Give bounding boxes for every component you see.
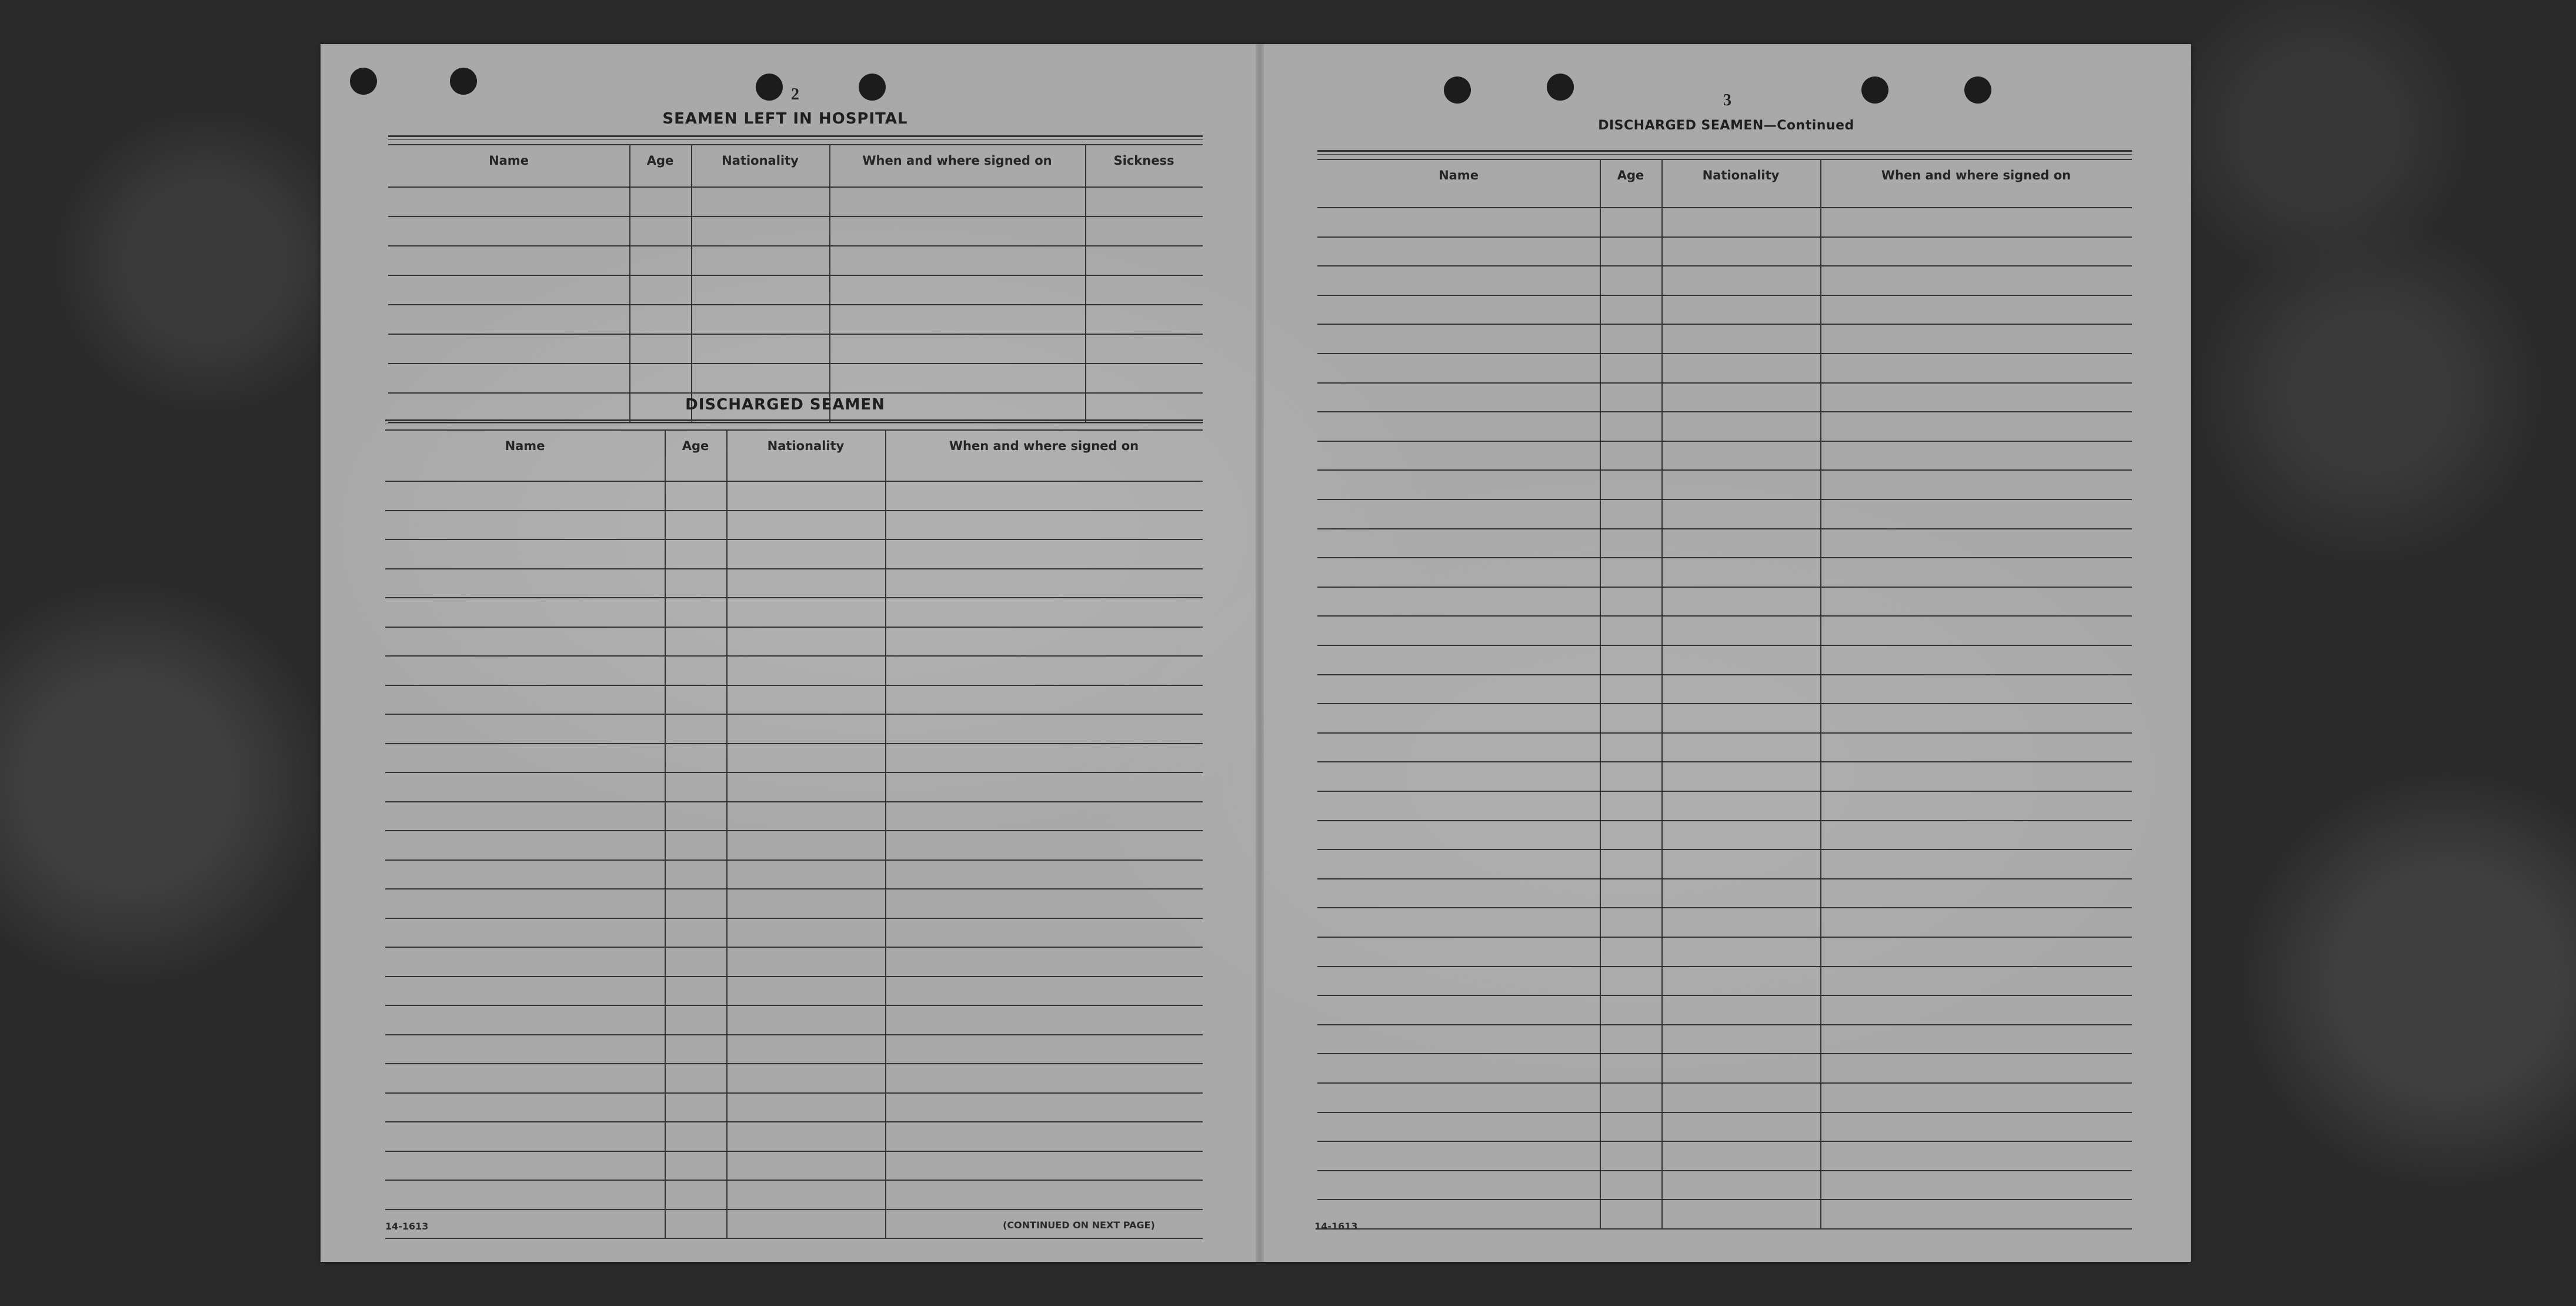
row-line [1317,528,2132,529]
row-line [1317,1053,2132,1054]
row-line [388,216,1203,217]
row-line [1317,499,2132,500]
row-line [1317,703,2132,704]
row-line [1317,849,2132,850]
row-line [1317,1228,2132,1230]
column-header-nationality: Nationality [1702,168,1780,182]
row-line [1317,324,2132,325]
row-line [1317,1170,2132,1171]
row-line [1317,469,2132,471]
row-line [385,1034,1203,1035]
page-number: 2 [791,85,799,104]
row-line [1317,761,2132,762]
column-header-age: Age [646,154,674,168]
row-line [388,275,1203,276]
row-line [1317,587,2132,588]
row-line [1317,411,2132,412]
title-rule [388,135,1203,140]
center-fold [1256,44,1264,1262]
row-line [1317,207,2132,208]
punch-hole [1964,76,1991,104]
column-divider [665,431,666,1238]
row-line [1317,674,2132,675]
row-line [1317,1112,2132,1113]
discharged-table-right [1317,159,2132,1251]
row-line [1317,353,2132,354]
column-header-name: Name [505,439,545,453]
row-line [1317,907,2132,908]
row-line [385,655,1203,657]
column-divider [726,431,728,1238]
row-line [385,627,1203,628]
row-line [385,888,1203,889]
column-header-age: Age [682,439,709,453]
continued-note: (CONTINUED ON NEXT PAGE) [1003,1220,1155,1231]
row-line [385,597,1203,598]
row-line [1317,295,2132,296]
form-number: 14-1613 [385,1221,429,1232]
column-header-sickness: Sickness [1113,154,1174,168]
punch-hole [350,68,377,95]
row-line [1317,1082,2132,1084]
row-line [1317,645,2132,646]
section-title-discharged-continued: DISCHARGED SEAMEN—Continued [1598,118,1854,133]
column-header-name: Name [1439,168,1479,182]
row-line [1317,937,2132,938]
row-line [1317,441,2132,442]
row-line [388,363,1203,364]
row-line [1317,557,2132,558]
title-rule [385,419,1203,424]
punch-hole [450,68,477,95]
row-line [385,830,1203,831]
column-header-signed-on: When and where signed on [949,439,1139,453]
row-line [385,1092,1203,1094]
row-line [385,859,1203,861]
row-line [388,334,1203,335]
punch-hole [1861,76,1888,104]
column-header-signed-on: When and where signed on [1881,168,2071,182]
row-line [385,685,1203,686]
title-rule [1317,150,2132,155]
section-title-discharged: DISCHARGED SEAMEN [685,396,885,414]
row-line [1317,878,2132,879]
row-line [1317,236,2132,238]
row-line [385,1005,1203,1006]
column-divider [1661,160,1663,1228]
column-divider [885,431,886,1238]
row-line [1317,1199,2132,1200]
row-line [385,1151,1203,1152]
row-line [388,186,1203,188]
row-line [1317,382,2132,384]
row-line [385,714,1203,715]
document-sheet [321,44,2191,1262]
punch-hole [859,74,886,101]
row-line [1317,1024,2132,1025]
row-line [385,539,1203,540]
column-divider [1600,160,1601,1228]
row-line [385,1238,1203,1239]
row-line [1317,265,2132,266]
section-title-hospital: SEAMEN LEFT IN HOSPITAL [662,110,908,128]
row-line [388,392,1203,394]
form-number: 14-1613 [1314,1221,1358,1232]
column-header-nationality: Nationality [767,439,845,453]
row-line [385,801,1203,802]
punch-hole [1547,74,1574,101]
row-line [385,743,1203,744]
row-line [388,304,1203,305]
punch-hole [756,74,783,101]
row-line [1317,995,2132,996]
row-line [385,510,1203,511]
row-line [385,568,1203,569]
row-line [385,947,1203,948]
column-header-name: Name [489,154,529,168]
row-line [385,1180,1203,1181]
row-line [385,481,1203,482]
column-divider [1820,160,1821,1228]
row-line [385,772,1203,773]
row-line [388,245,1203,246]
column-header-signed-on: When and where signed on [862,154,1052,168]
row-line [1317,820,2132,821]
punch-hole [1444,76,1471,104]
row-line [385,1209,1203,1210]
column-header-nationality: Nationality [722,154,799,168]
row-line [385,1121,1203,1122]
column-header-age: Age [1617,168,1644,182]
discharged-table-left [385,429,1203,1251]
row-line [1317,1141,2132,1142]
page-number: 3 [1723,91,1731,109]
row-line [385,976,1203,977]
row-line [1317,966,2132,967]
row-line [1317,791,2132,792]
row-line [1317,615,2132,617]
row-line [1317,732,2132,734]
row-line [385,1063,1203,1064]
row-line [385,918,1203,919]
hospital-table [388,144,1203,425]
